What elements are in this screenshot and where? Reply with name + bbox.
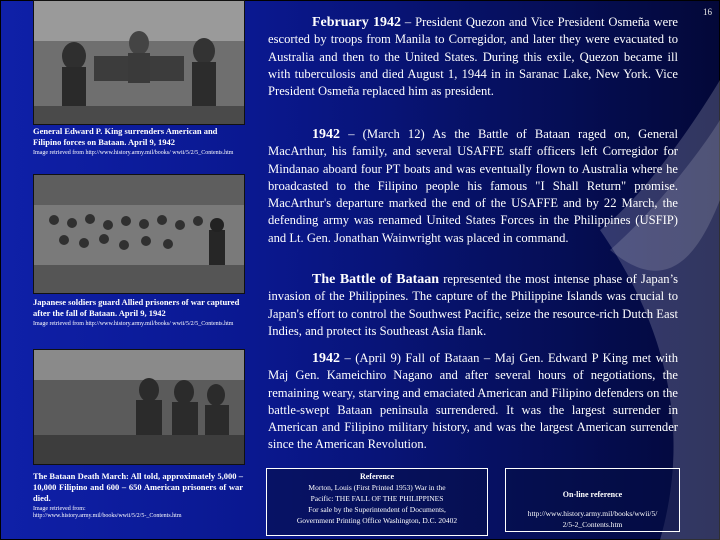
paragraph-april-1942 (268, 350, 678, 454)
death-march-caption-source-label: Image retrieved from: (33, 506, 86, 512)
paragraph-text: – (April 9) Fall of Bataan – Maj Gen. Edward P King met with Maj Gen. Kameichiro Nagano and after several hours of negotiations, the remaining weary, starving and emaciated American and Filipino defenders on the battle-swept Bataan peninsula surrendered. It was the largest surrender in American and Filipino military history, and was the largest American surrender since the American Revolution. (268, 351, 678, 452)
online-reference-link[interactable]: http://www.history.army.mil/books/wwii/5/ (527, 509, 658, 518)
paragraph-feb-1942 (268, 14, 678, 100)
surrender-caption (33, 126, 243, 157)
paragraph-battle-of-bataan (268, 271, 678, 340)
prisoners-caption (33, 297, 243, 328)
paragraph-lead: The Battle of Bataan (312, 272, 440, 287)
surrender-caption-title: General Edward P. King surrenders American and Filipino forces on Bataan. April 9, 1942 (33, 126, 218, 147)
reference-line: Government Printing Office Washington, D.C. 20402 (296, 516, 458, 525)
reference-line: For sale by the Superintendent of Documents, (308, 505, 446, 514)
page-number: 16 (703, 7, 712, 17)
death-march-caption-source-url: http://www.history.army.mil/books/wwii/5/2/5-_Contents.htm (33, 513, 182, 519)
paragraph-text: represented the most intense phase of Japan’s invasion of the Philippines. The capture of the Philippine Islands was crucial to Japan's effort to control the Southwest Pacific, seize the resource-rich Dutch East Indies, and protect its Southeast Asia flank. (268, 272, 678, 338)
reference-box (266, 468, 488, 536)
prisoners-photo (33, 174, 245, 294)
paragraph-text: – President Quezon and Vice President Osmeña were escorted by troops from Manila to Corregidor, and later they were evacuated to Australia and then to the United States. During this exile, Quezon became ill with tuberculosis and died August 1, 1944 in in Saranac Lake, New York. Vice President Osmeña replaced him as president. (268, 15, 679, 99)
reference-title: Reference (359, 472, 395, 481)
death-march-caption-title: The Bataan Death March: All told, approximately 5,000 – 10,000 Filipino and 600 – 650 American prisoners of war died. (33, 471, 243, 503)
reference-line: Morton, Louis (First Printed 1953) War in the (308, 483, 446, 492)
online-reference-title: On-line reference (562, 490, 623, 499)
surrender-photo (33, 0, 245, 125)
online-reference-link[interactable]: 2/5-2_Contents.htm (562, 520, 623, 529)
online-reference-box (505, 468, 680, 532)
reference-line: Pacific: THE FALL OF THE PHILIPPINES (310, 494, 444, 503)
paragraph-march-1942 (268, 126, 678, 247)
prisoners-caption-source: Image retrieved from http://www.history.army.mil/books/ wwii/5/2/5_Contents.htm (33, 321, 234, 327)
paragraph-lead: 1942 (312, 351, 340, 366)
paragraph-lead: 1942 (312, 127, 340, 142)
surrender-caption-source: Image retrieved from http://www.history.army.mil/books/ wwii/5/2/5_Contents.htm (33, 150, 234, 156)
paragraph-text: – (March 12) As the Battle of Bataan raged on, General MacArthur, his family, and several USAFFE staff officers left Corregidor for Mindanao aboard four PT boats and was eventually flown to Australia where he broadcasted to the Filipino people his famous "I Shall Return" promise. MacArthur's departure marked the end of the USAFFE and by 22 March, the defending army was renamed United States Forces in the Philippines (USFIP) and Lt. Gen. Jonathan Wainwright was placed in command. (268, 127, 678, 245)
paragraph-lead: February 1942 (312, 15, 402, 30)
prisoners-caption-title: Japanese soldiers guard Allied prisoners of war captured after the fall of Bataan. April 9, 1942 (33, 297, 240, 318)
death-march-photo (33, 349, 245, 465)
death-march-caption (33, 471, 243, 520)
